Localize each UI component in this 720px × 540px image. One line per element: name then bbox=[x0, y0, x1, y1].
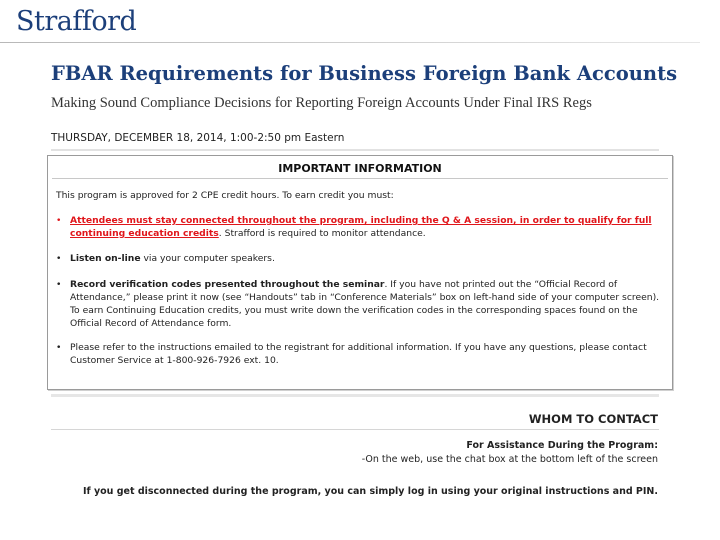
strafford-logo: Strafford bbox=[16, 6, 137, 37]
verification-codes-text: . If you have not printed out the “Official Record of Attendance,” please print it now (see “Handouts” tab in “Conference Materials” box on left-hand side of your computer screen). To earn Continuing Education credits, you must write down the verification codes in the corresponding spaces found on the Official Record of Attendance form. bbox=[70, 279, 660, 329]
event-dateline: THURSDAY, DECEMBER 18, 2014, 1:00-2:50 pm Eastern bbox=[51, 132, 345, 144]
assistance-title: For Assistance During the Program: bbox=[466, 440, 658, 451]
bullet-icon: • bbox=[56, 342, 62, 353]
bullet-icon: • bbox=[56, 215, 62, 226]
contact-title: WHOM TO CONTACT bbox=[528, 412, 658, 426]
page-title: FBAR Requirements for Business Foreign Bank Accounts bbox=[51, 62, 678, 85]
bullet-icon: • bbox=[56, 279, 62, 290]
list-item bbox=[56, 341, 666, 367]
listen-online-text: via your computer speakers. bbox=[140, 253, 275, 264]
section-divider bbox=[51, 394, 659, 397]
list-item bbox=[56, 252, 666, 265]
disconnect-notice: If you get disconnected during the program, you can simply log in using your original instructions and PIN. bbox=[82, 486, 658, 497]
bullet-icon: • bbox=[56, 253, 62, 264]
info-title-divider bbox=[52, 178, 668, 179]
attendance-monitor-text: . Strafford is required to monitor attendance. bbox=[218, 228, 426, 239]
customer-service-text: Please refer to the instructions emailed to the registrant for additional information. If you have any questions, please contact Customer Service at 1-800-926-7926 ext. 10. bbox=[70, 342, 647, 366]
listen-online-label: Listen on-line bbox=[70, 253, 141, 264]
credit-intro-text: This program is approved for 2 CPE credit hours. To earn credit you must: bbox=[56, 190, 394, 201]
dateline-divider bbox=[51, 149, 659, 151]
header-divider bbox=[0, 42, 700, 43]
list-item bbox=[56, 214, 666, 240]
verification-codes-label: Record verification codes presented throughout the seminar bbox=[70, 279, 385, 290]
contact-divider bbox=[51, 429, 659, 430]
info-box-title: IMPORTANT INFORMATION bbox=[278, 162, 442, 175]
important-information-box bbox=[47, 155, 673, 390]
attendance-requirement-text: Attendees must stay connected throughout the program, including the Q & A session, in order to qualify for full continuing education credits bbox=[70, 215, 652, 239]
list-item bbox=[56, 278, 666, 330]
page-subtitle: Making Sound Compliance Decisions for Reporting Foreign Accounts Under Final IRS Regs bbox=[51, 95, 592, 111]
assistance-text: -On the web, use the chat box at the bottom left of the screen bbox=[361, 454, 658, 465]
